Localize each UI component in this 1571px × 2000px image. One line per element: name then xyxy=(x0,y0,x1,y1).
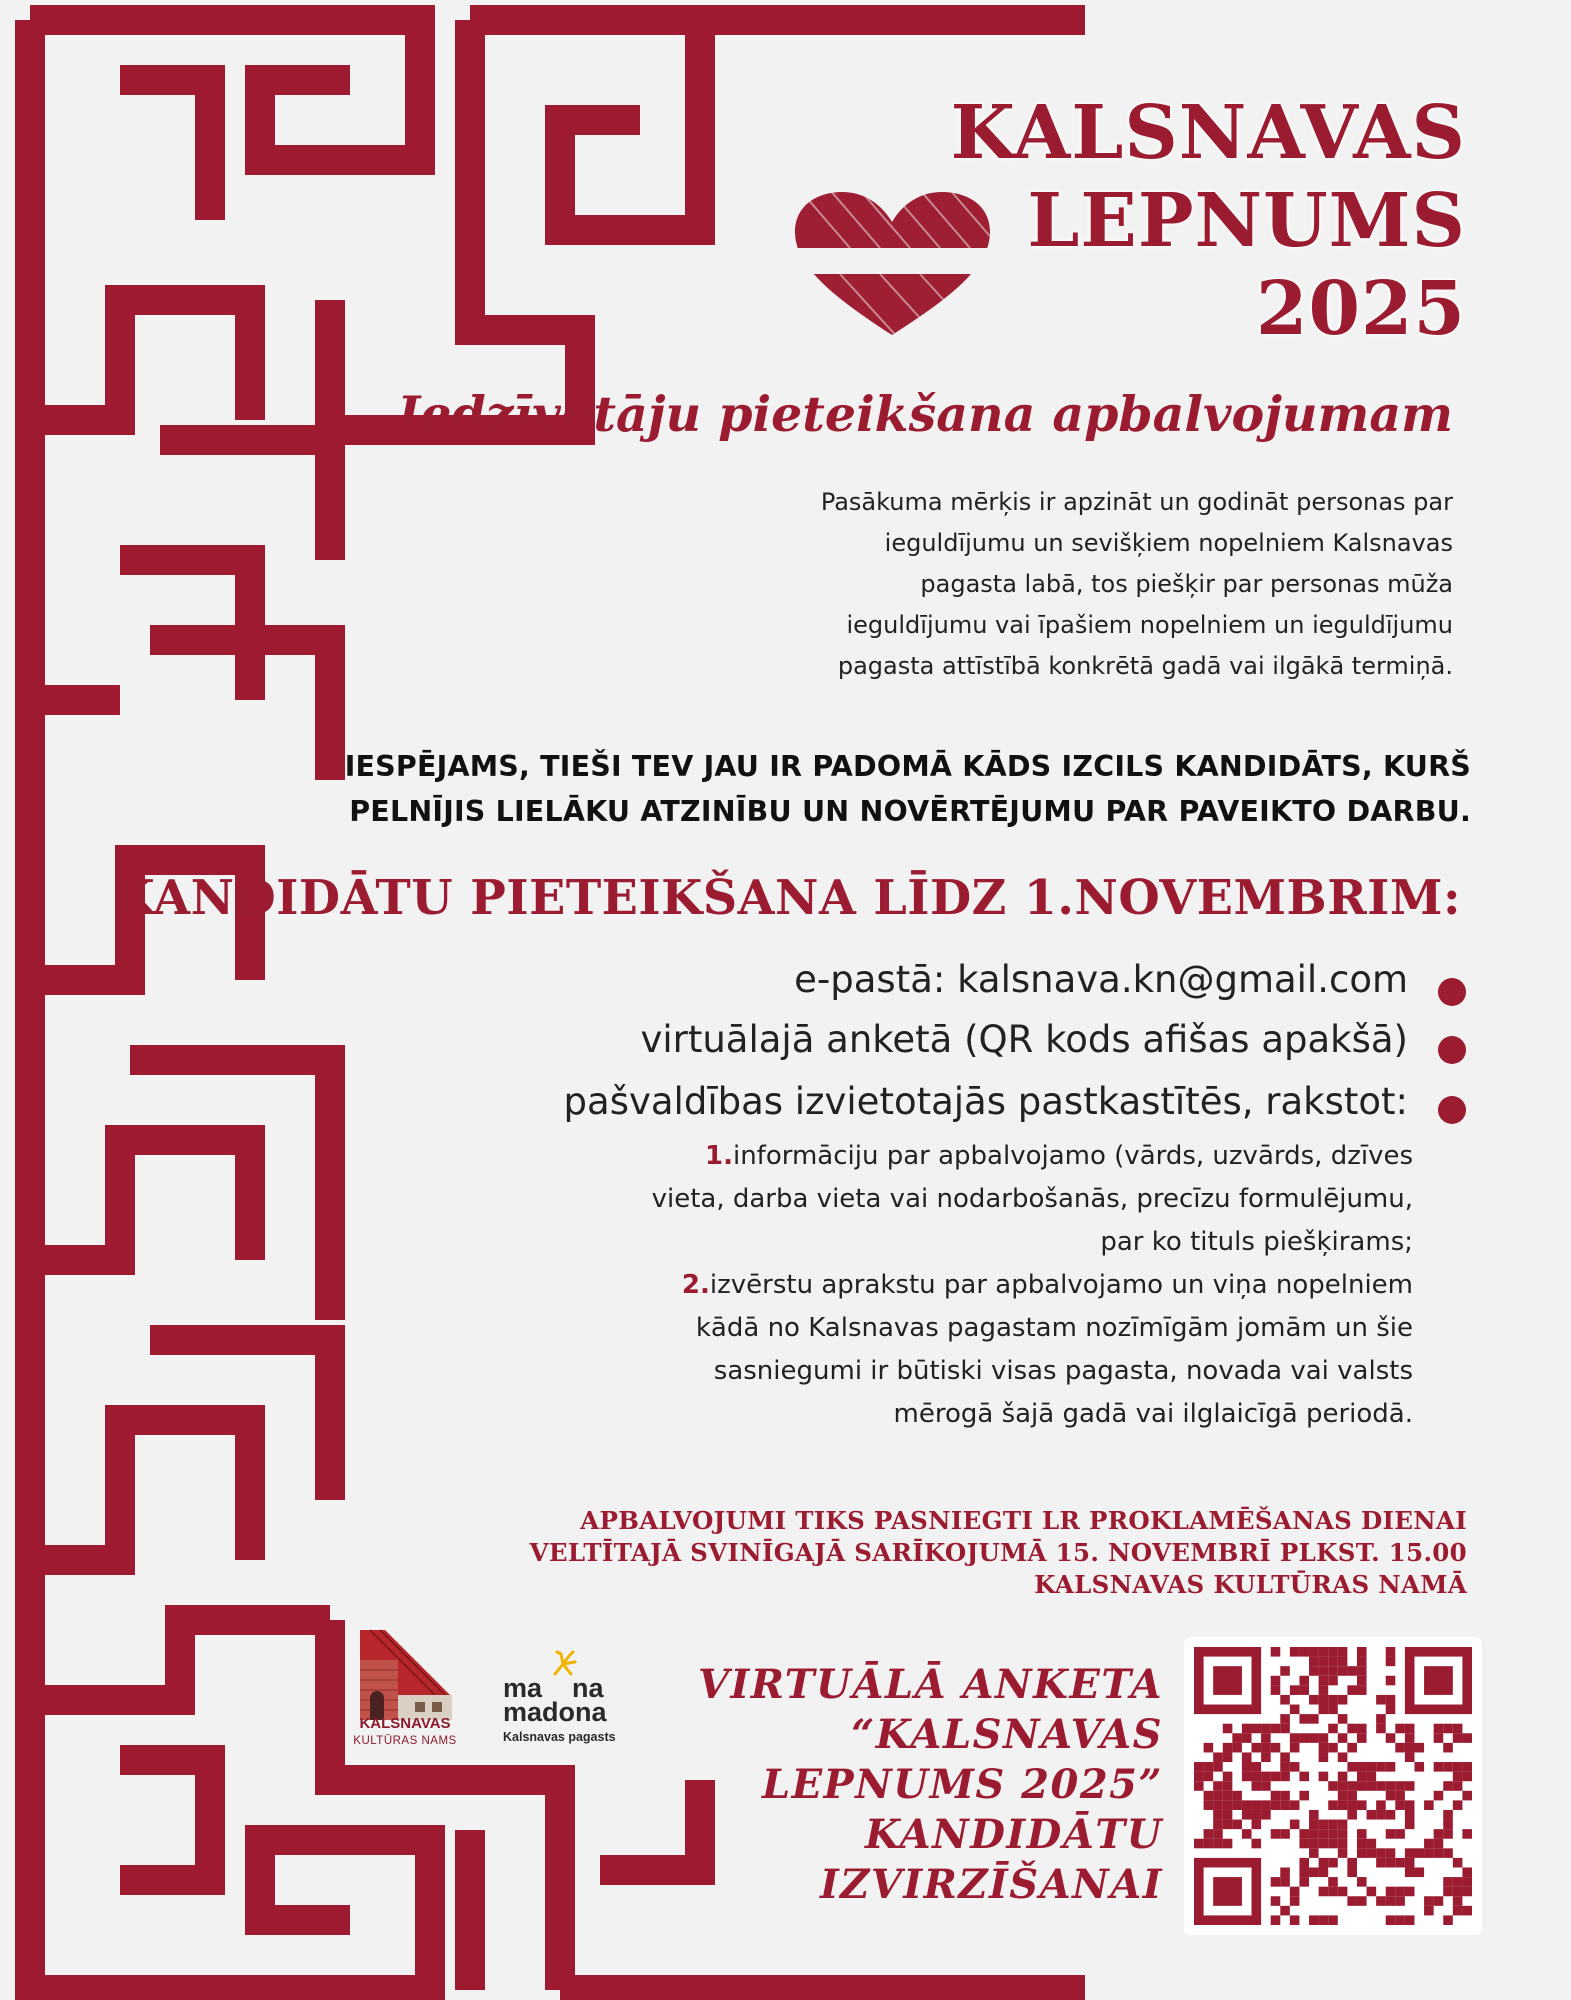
award-line-3: KALSNAVAS KULTŪRAS NAMĀ xyxy=(1034,1570,1467,1599)
title-line-3: 2025 xyxy=(1256,266,1466,352)
madona-logo-part1: ma xyxy=(503,1673,543,1703)
instruction-line: mērogā šajā gadā vai ilglaicīgā periodā. xyxy=(893,1399,1413,1429)
award-line-1: APBALVOJUMI TIKS PASNIEGTI LR PROKLAMĒŠANAS DIENAI xyxy=(580,1506,1467,1535)
title-line-2: LEPNUMS xyxy=(1027,178,1466,264)
intro-line: ieguldījumu un sevišķiem nopelniem Kalsnavas xyxy=(884,529,1453,557)
instruction-line: sasniegumi ir būtiski visas pagasta, novada vai valsts xyxy=(713,1356,1413,1386)
method-mailbox: pašvaldības izvietotajās pastkastītēs, rakstot: xyxy=(563,1080,1408,1123)
title-line-1: KALSNAVAS xyxy=(950,90,1466,176)
award-line-2: VELTĪTAJĀ SVINĪGAJĀ SARĪKOJUMĀ 15. NOVEMBRĪ PLKST. 15.00 xyxy=(529,1538,1467,1567)
bullet-icon xyxy=(1438,1096,1466,1124)
item-number: 1. xyxy=(705,1141,733,1171)
callout-line-1: IESPĒJAMS, TIEŠI TEV JAU IR PADOMĀ KĀDS IZCILS KANDIDĀTS, KURŠ xyxy=(344,750,1471,783)
madona-logo-part3: madona xyxy=(503,1697,607,1727)
deadline-heading: KANDIDĀTU PIETEIKŠANA LĪDZ 1.NOVEMBRIM: xyxy=(113,870,1461,926)
virtual-form-line: IZVIRZĪŠANAI xyxy=(819,1861,1163,1908)
virtual-form-line: KANDIDĀTU xyxy=(864,1811,1163,1858)
virtual-form-line: “KALSNAVAS xyxy=(851,1711,1163,1758)
intro-paragraph xyxy=(693,482,1453,687)
qr-code-icon[interactable] xyxy=(1194,1647,1472,1925)
bullet-icon xyxy=(1438,1036,1466,1064)
subtitle: Iedzīvotāju pieteikšana apbalvojumam xyxy=(397,385,1453,443)
virtual-form-line: VIRTUĀLĀ ANKETA xyxy=(697,1661,1163,1708)
virtual-form-label xyxy=(698,1660,1163,1910)
bullet-icon xyxy=(1438,978,1466,1006)
instruction-line: par ko tituls piešķirams; xyxy=(1100,1227,1413,1257)
instruction-item-2 xyxy=(682,1264,1413,1436)
qr-code-frame[interactable] xyxy=(1184,1637,1482,1935)
madona-logo xyxy=(503,1650,633,1744)
instruction-item-1 xyxy=(652,1135,1413,1264)
intro-line: ieguldījumu vai īpašiem nopelniem un ieguldījumu xyxy=(846,611,1453,639)
culture-house-logo-name: KALSNAVAS xyxy=(359,1715,451,1732)
intro-line: Pasākuma mērķis ir apzināt un godināt personas par xyxy=(820,488,1453,516)
instruction-line: vieta, darba vieta vai nodarbošanās, precīzu formulējumu, xyxy=(651,1184,1413,1214)
intro-line: pagasta attīstībā konkrētā gadā vai ilgākā termiņā. xyxy=(837,652,1453,680)
latvian-flag-heart-icon xyxy=(790,190,995,340)
instruction-line: kādā no Kalsnavas pagastam nozīmīgām jomām un šie xyxy=(695,1313,1413,1343)
callout-line-2: PELNĪJIS LIELĀKU ATZINĪBU UN NOVĒRTĒJUMU PAR PAVEIKTO DARBU. xyxy=(349,795,1471,828)
madona-logo-part2: na xyxy=(572,1673,604,1703)
instruction-line: 1.informāciju par apbalvojamo (vārds, uzvārds, dzīves xyxy=(705,1141,1413,1171)
method-virtual-form: virtuālajā anketā (QR kods afišas apakšā) xyxy=(640,1018,1408,1061)
instruction-line: 2.izvērstu aprakstu par apbalvojamo un viņa nopelniem xyxy=(681,1270,1413,1300)
method-email: e-pastā: kalsnava.kn@gmail.com xyxy=(794,958,1408,1001)
virtual-form-line: LEPNUMS 2025” xyxy=(761,1761,1163,1808)
madona-logo-sub: Kalsnavas pagasts xyxy=(503,1730,616,1744)
culture-house-logo-sub: KULTŪRAS NAMS xyxy=(353,1735,457,1747)
intro-line: pagasta labā, tos piešķir par personas mūža xyxy=(920,570,1453,598)
item-number: 2. xyxy=(681,1270,710,1300)
